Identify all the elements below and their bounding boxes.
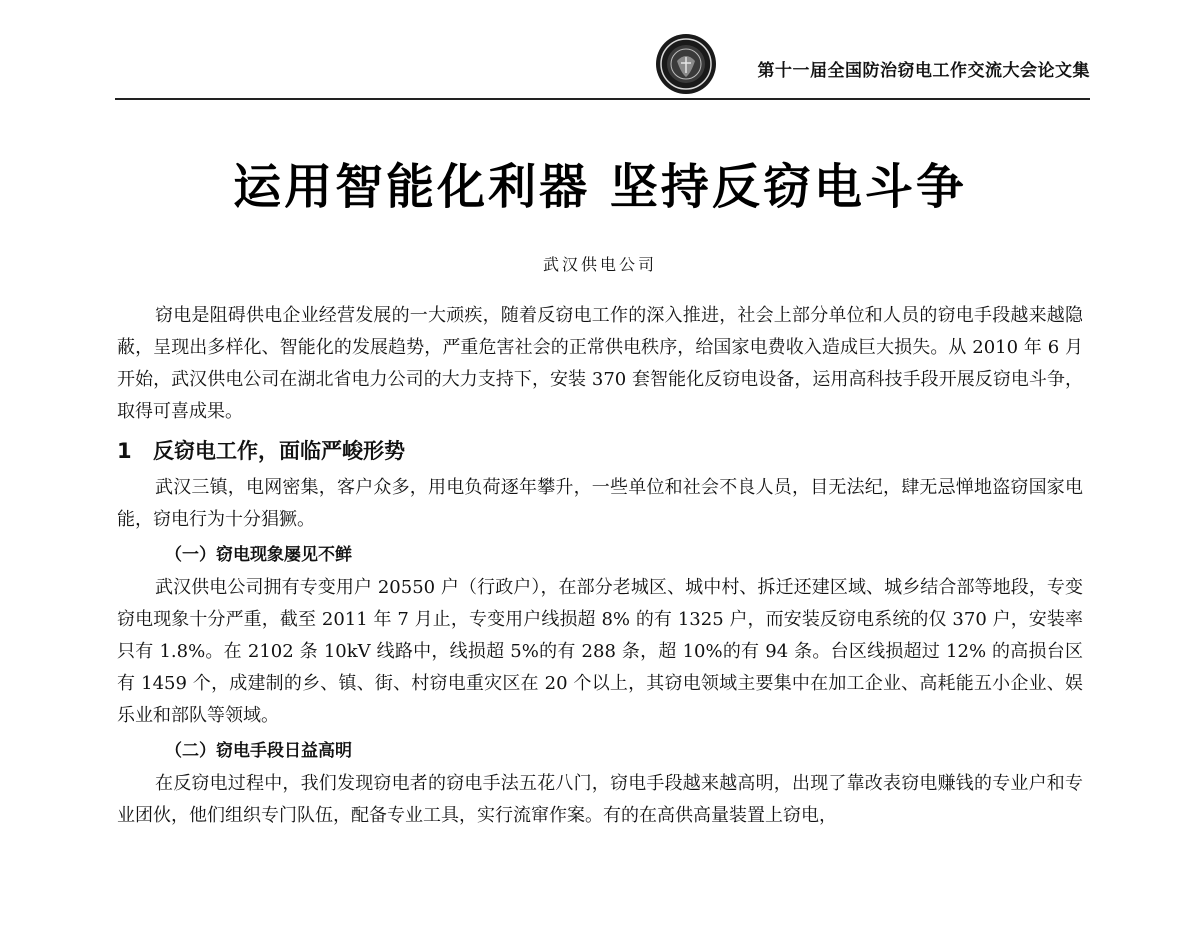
emblem-seal-icon	[655, 33, 717, 95]
intro-paragraph: 窃电是阻碍供电企业经营发展的一大顽疾，随着反窃电工作的深入推进，社会上部分单位和人员的窃电手段越来越隐蔽，呈现出多样化、智能化的发展趋势，严重危害社会的正常供电秩序，给国家电费收入造成巨大损失。从 2010 年 6 月开始，武汉供电公司在湖北省电力公司的大力支持下，安装 370 套智能化反窃电设备，运用高科技手段开展反窃电斗争，取得可喜成果。	[117, 305, 1083, 422]
article-title: 运用智能化利器 坚持反窃电斗争	[233, 159, 967, 215]
page-header	[115, 28, 1090, 100]
subsection-paragraph: 在反窃电过程中，我们发现窃电者的窃电手法五花八门，窃电手段越来越高明，出现了靠改表窃电赚钱的专业户和专业团伙，他们组织专门队伍，配备专业工具，实行流窜作案。有的在高供高量装置上窃电，	[117, 773, 1083, 826]
article-body	[117, 300, 1083, 832]
section-heading-text: 反窃电工作，面临严峻形势	[153, 439, 405, 463]
subsection-heading: （二）窃电手段日益高明	[165, 741, 352, 761]
section-paragraph: 武汉三镇，电网密集，客户众多，用电负荷逐年攀升，一些单位和社会不良人员，目无法纪，肆无忌惮地盗窃国家电能，窃电行为十分猖獗。	[117, 477, 1083, 530]
section-number: 1	[117, 439, 132, 463]
journal-title: 第十一届全国防治窃电工作交流大会论文集	[757, 61, 1090, 81]
subsection-paragraph: 武汉供电公司拥有专变用户 20550 户（行政户），在部分老城区、城中村、拆迁还建区域、城乡结合部等地段，专变窃电现象十分严重，截至 2011 年 7 月止，专变用户线损超 8% 的有 1325 户，而安装反窃电系统的仅 370 户，安装率只有 1.8%。在 2102 条 10kV 线路中，线损超 5%的有 288 条，超 10%的有 94 条。台区线损超过 12% 的高损台区有 1459 个，成建制的乡、镇、街、村窃电重灾区在 20 个以上，其窃电领域主要集中在加工企业、高耗能五小企业、娱乐业和部队等领域。	[117, 577, 1083, 726]
subsection-heading: （一）窃电现象屡见不鲜	[165, 545, 352, 565]
article-author: 武汉供电公司	[542, 255, 657, 274]
section-heading	[117, 434, 1083, 468]
